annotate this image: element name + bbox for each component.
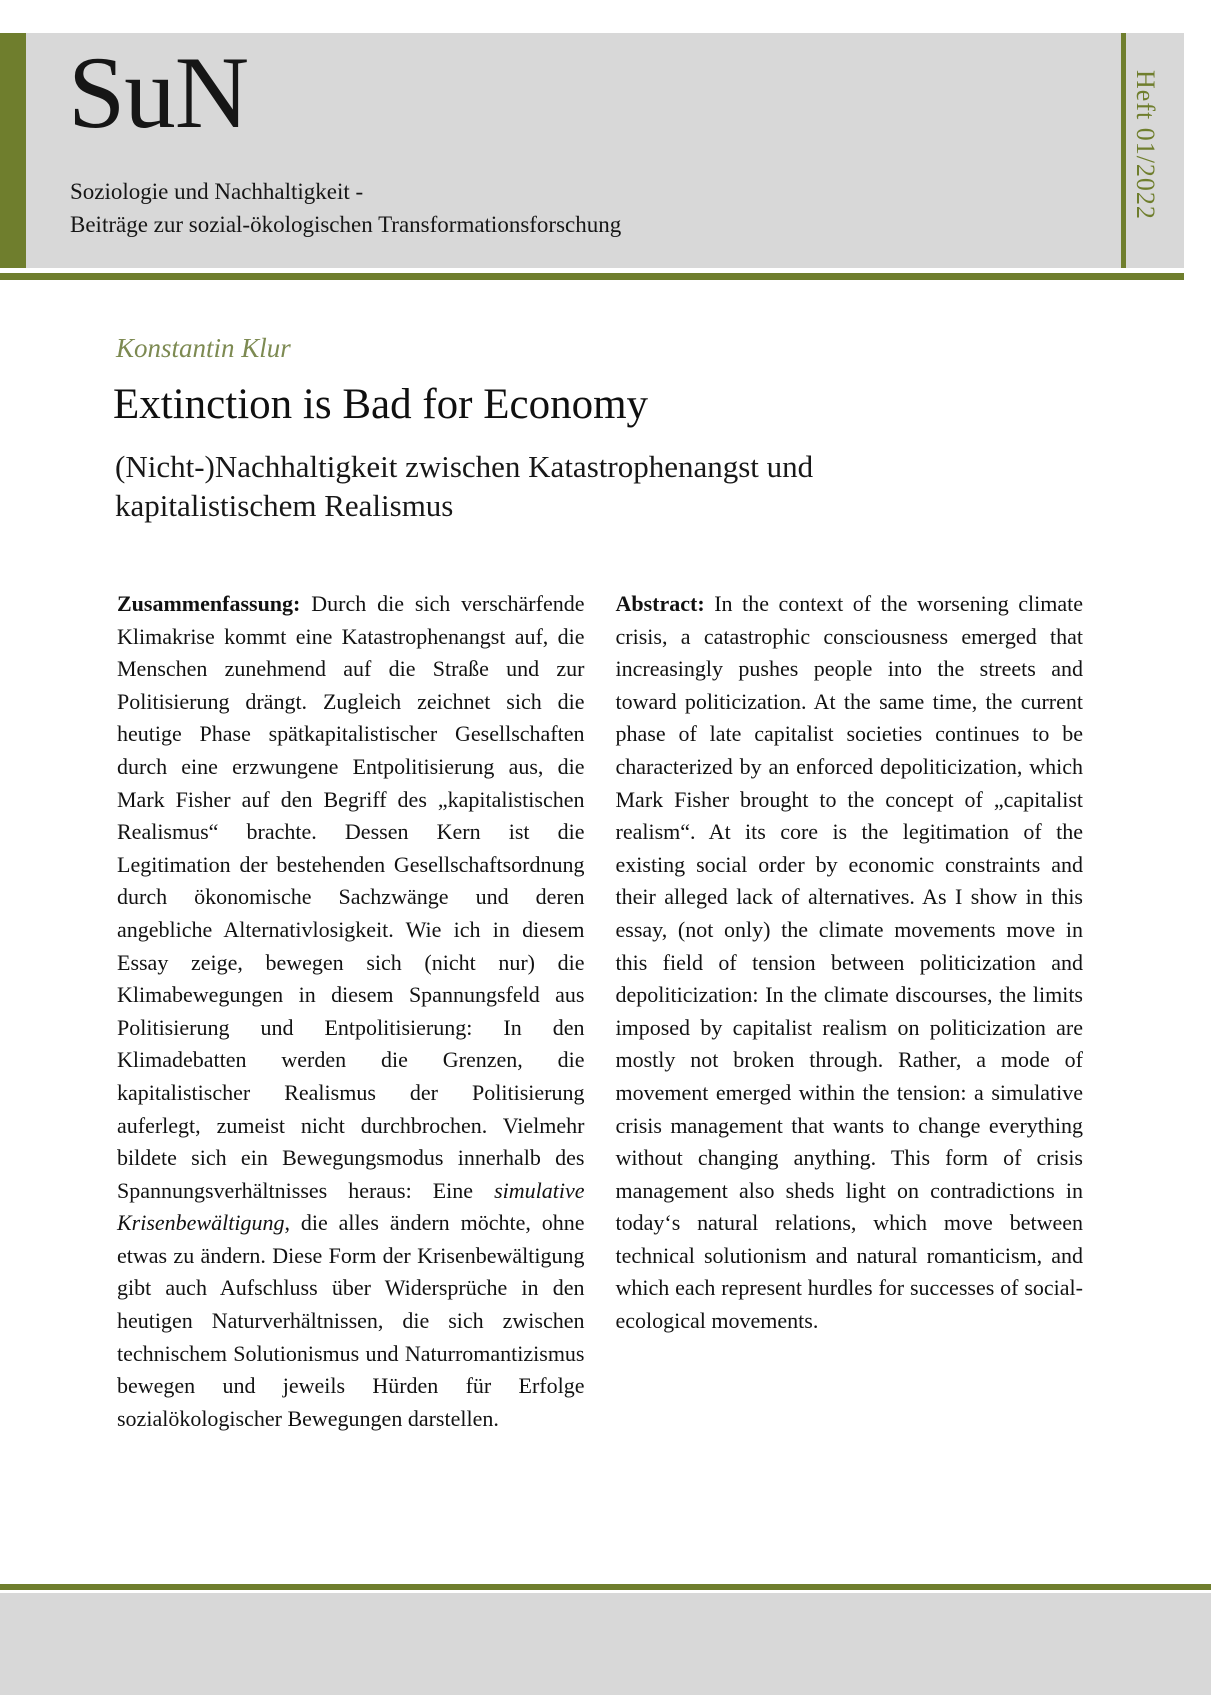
left-accent-bar (0, 33, 26, 268)
journal-logo: SuN (68, 36, 249, 150)
author-name: Konstantin Klur (116, 333, 291, 363)
issue-vertical-rule (1121, 33, 1126, 268)
header-divider-bar (0, 273, 1184, 280)
abstract-text-segment: Durch die sich verschärfende Klimakrise kommt eine Katastrophenangst auf, die Menschen zunehmend auf die Straße und zur Politisierung drängt. Zugleich zeichnet sich die heutige Phase spätkapitalistischer Gesellschaften durch eine erzwungene Entpolitisierung aus, die Mark Fisher auf den Begriff des „kapitalistischen Realismus“ brachte. Dessen Kern ist die Legitimation der bestehenden Gesellschaftsordnung durch ökonomische Sachzwänge und deren angebliche Alternativlosigkeit. Wie ich in diesem Essay zeige, bewegen sich (nicht nur) die Klimabewegungen in diesem Spannungsfeld aus Politisierung und Entpolitisierung: In den Klimadebatten werden die Grenzen, die kapitalistischer Realismus der Politisierung auferlegt, zumeist nicht durchbrochen. Vielmehr bildete sich ein Bewegungsmodus innerhalb des Spannungsverhältnisses heraus: Eine (117, 591, 585, 1203)
abstract-text-segment: Zusammenfassung: (117, 591, 312, 616)
abstract-text-segment: simulative Krisenbewältigung (117, 1177, 585, 1236)
journal-tagline (70, 175, 621, 241)
footer-divider-bar (0, 1584, 1211, 1590)
abstract-text-segment: , die alles ändern möchte, ohne etwas zu ändern. Diese Form der Krisenbewältigung gibt auch Aufschluss über Widersprüche in den heutigen Naturverhältnissen, die sich zwischen technischem Solutionismus und Naturromantizismus bewegen und jeweils Hürden für Erfolge sozialökologischer Bewegungen darstellen. (117, 1210, 585, 1431)
journal-tagline-line1: Soziologie und Nachhaltigkeit - (70, 179, 364, 204)
journal-tagline-line2: Beiträge zur sozial-ökologischen Transformationsforschung (70, 212, 622, 237)
abstract-columns (117, 588, 1083, 1435)
footer-band (0, 1593, 1211, 1695)
abstract-english (616, 588, 1084, 1435)
abstract-german (117, 588, 585, 1435)
article-subtitle: (Nicht-)Nachhaltigkeit zwischen Katastrophenangst und kapitalistischem Realismus (115, 449, 814, 523)
article-title: Extinction is Bad for Economy (113, 381, 649, 428)
abstract-text-segment: In the context of the worsening climate crisis, a catastrophic consciousness emerged that increasingly pushes people into the streets and toward politicization. At the same time, the current phase of late capitalist societies continues to be characterized by an enforced depoliticization, which Mark Fisher brought to the concept of „capitalist realism“. At its core is the legitimation of the existing social order by economic constraints and their alleged lack of alternatives. As I show in this essay, (not only) the climate movements move in this field of tension between politicization and depoliticization: In the climate discourses, the limits imposed by capitalist realism on politicization are mostly not broken through. Rather, a mode of movement emerged within the tension: a simulative crisis management that wants to change everything without changing anything. This form of crisis management also sheds light on contradictions in today‘s natural relations, which move between technical solutionism and natural romanticism, and which each represent hurdles for successes of social-ecological movements. (615, 591, 1083, 1334)
issue-label: Heft 01/2022 (1131, 70, 1160, 220)
abstract-text-segment: Abstract: (615, 591, 715, 616)
